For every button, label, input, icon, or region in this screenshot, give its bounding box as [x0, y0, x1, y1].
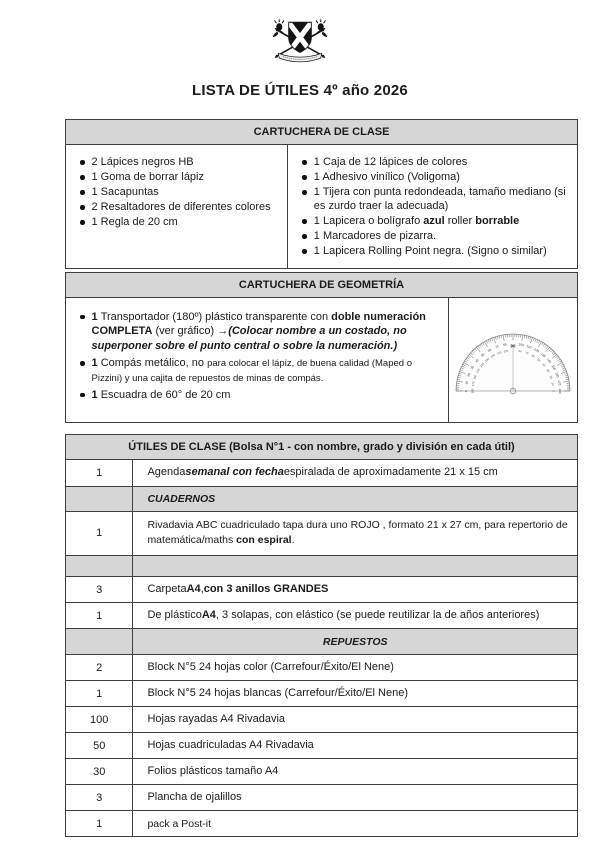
text-segment: Folios plásticos tamaño A4: [147, 765, 279, 778]
text-segment: Hojas cuadriculadas A4 Rivadavia: [147, 739, 314, 752]
text-segment: (ver gráfico) →: [152, 325, 229, 338]
svg-text:120: 120: [533, 346, 540, 353]
bullet-icon: [80, 205, 85, 210]
bullet-icon: [302, 175, 307, 180]
svg-text:180: 180: [470, 388, 475, 393]
text-segment: doble numeración COMPLETA: [91, 310, 426, 338]
description-cell: [133, 811, 577, 836]
quantity-cell: 2: [66, 655, 133, 680]
table-cartuchera-geometria: [65, 272, 578, 423]
svg-text:170: 170: [556, 379, 562, 386]
cartuchera-clase-body: [66, 145, 577, 268]
svg-text:140: 140: [545, 357, 553, 364]
list-item: [300, 155, 569, 169]
cartuchera-clase-right-column: [288, 145, 577, 268]
protractor-image: [452, 319, 574, 401]
text-segment: De plástico: [147, 609, 202, 622]
svg-text:70: 70: [494, 343, 500, 349]
list-item-text: [92, 388, 439, 403]
quantity-cell: 3: [66, 577, 133, 602]
list-item-text: [92, 185, 282, 199]
bullet-icon: [80, 393, 85, 398]
svg-text:80: 80: [518, 348, 523, 353]
text-segment: 1 Lapicera o bolígrafo: [313, 215, 424, 228]
svg-text:100: 100: [503, 348, 509, 354]
table-row: [66, 758, 577, 784]
text-segment: 1 Sacapuntas: [91, 186, 159, 199]
text-segment: A4: [201, 609, 216, 622]
list-item-text: [92, 170, 282, 184]
list-item: [300, 185, 569, 213]
description-cell: [133, 556, 577, 576]
list-item-text: [92, 200, 282, 214]
description-cell: [133, 487, 577, 511]
quantity-cell: 1: [66, 681, 133, 706]
table-cartuchera-clase: [65, 119, 578, 269]
svg-text:70: 70: [524, 350, 530, 355]
quantity-cell: [66, 556, 133, 576]
bullet-icon: [80, 315, 85, 320]
svg-text:120: 120: [489, 352, 496, 359]
svg-text:0: 0: [464, 389, 469, 392]
svg-text:30: 30: [469, 364, 476, 370]
list-item: [300, 229, 569, 243]
quantity-cell: [66, 629, 133, 654]
description-cell: [133, 603, 577, 628]
table-utiles-de-clase: [65, 434, 578, 838]
svg-text:10: 10: [464, 380, 470, 385]
text-segment: Carpeta: [147, 583, 187, 596]
list-item-text: [92, 155, 282, 169]
quantity-cell: 30: [66, 759, 133, 784]
svg-text:100: 100: [518, 341, 525, 347]
svg-text:50: 50: [480, 351, 486, 358]
text-segment: ,: [200, 583, 204, 596]
utiles-rows: [66, 460, 577, 837]
svg-text:40: 40: [541, 362, 547, 367]
quantity-cell: 3: [66, 785, 133, 810]
svg-text:20: 20: [466, 372, 472, 377]
svg-text:110: 110: [496, 349, 503, 356]
bullet-icon: [80, 160, 85, 165]
quantity-cell: 1: [66, 512, 133, 556]
bullet-icon: [80, 361, 85, 366]
text-segment: azul: [423, 215, 445, 228]
school-crest-logo: [267, 18, 333, 68]
text-segment: Escuadra de 60° de 20 cm: [100, 388, 231, 401]
svg-text:0: 0: [551, 389, 556, 392]
text-segment: para colocar el lápiz, de buena calidad (Maped o Pizzini) y una cajita de repuestos de minas de compás.: [91, 358, 412, 384]
text-segment: , 3 solapas, con elástico (se puede reutilizar la de años anteriores): [215, 609, 540, 622]
description-cell: [133, 577, 577, 602]
svg-text:10: 10: [550, 381, 556, 386]
text-segment: 1 Marcadores de pizarra.: [313, 230, 437, 243]
cartuchera-geometria-body: [66, 298, 577, 422]
list-item-text: [314, 229, 569, 243]
logo-container: [0, 0, 600, 73]
text-segment: 1: [91, 310, 101, 323]
list-item-text: [314, 155, 569, 169]
list-item: [300, 244, 569, 258]
text-segment: 1: [91, 357, 101, 370]
bullet-icon: [302, 190, 307, 195]
list-item: [78, 155, 281, 169]
svg-text:160: 160: [554, 371, 561, 378]
list-item-text: [314, 244, 569, 258]
table-row: [66, 460, 577, 486]
text-segment: (Colocar nombre a un costado, no superponer sobre el punto central o sobre la numeración.): [91, 325, 407, 353]
svg-text:80: 80: [502, 341, 508, 347]
bullet-icon: [302, 234, 307, 239]
list-item: [78, 185, 281, 199]
bullet-icon: [80, 175, 85, 180]
list-item: [300, 214, 569, 228]
section-header-cartuchera-clase: CARTUCHERA DE CLASE: [66, 120, 577, 145]
text-segment: con 3 anillos GRANDES: [203, 583, 329, 596]
quantity-cell: 100: [66, 707, 133, 732]
text-segment: Rivadavia ABC cuadriculado tapa dura uno ROJO , formato 21 x 27 cm, para repertorio de matemática/maths: [147, 518, 568, 547]
description-cell: [133, 733, 577, 758]
svg-text:150: 150: [550, 363, 557, 371]
text-segment: 1 Adhesivo vinílico (Voligoma): [313, 171, 460, 184]
geometry-items-list: [66, 298, 449, 422]
text-segment: borrable: [475, 215, 520, 228]
text-segment: Hojas rayadas A4 Rivadavia: [147, 713, 286, 726]
table-row: [66, 810, 577, 836]
section-label: CUADERNOS: [147, 492, 216, 505]
list-item-text: [92, 356, 439, 386]
list-item: [78, 310, 438, 355]
svg-text:40: 40: [474, 357, 480, 363]
text-segment: Block N°5 24 hojas color (Carrefour/Éxito/El Nene): [147, 661, 394, 674]
svg-text:50: 50: [536, 356, 542, 363]
quantity-cell: [66, 487, 133, 511]
text-segment: Plancha de ojalillos: [147, 791, 242, 804]
svg-text:30: 30: [545, 367, 551, 373]
list-item-text: [92, 310, 439, 355]
text-segment: Agenda: [147, 466, 186, 479]
list-item: [78, 356, 438, 386]
svg-text:90: 90: [510, 343, 516, 349]
svg-text:150: 150: [475, 367, 481, 374]
svg-text:60: 60: [531, 352, 536, 358]
list-item: [78, 388, 438, 403]
description-cell: [133, 759, 577, 784]
text-segment: 1 Regla de 20 cm: [91, 216, 178, 229]
table-row: [66, 511, 577, 556]
cartuchera-clase-left-column: [66, 145, 288, 268]
table-row: [66, 732, 577, 758]
quantity-cell: 50: [66, 733, 133, 758]
list-item-text: [314, 214, 569, 228]
description-cell: [133, 681, 577, 706]
text-segment: 1 Lapicera Rolling Point negra. (Signo o similar): [313, 245, 547, 258]
list-item: [78, 215, 281, 229]
table-row: [66, 784, 577, 810]
list-item: [300, 170, 569, 184]
description-cell: [133, 629, 577, 654]
bullet-icon: [302, 219, 307, 224]
section-header-cartuchera-geometria: CARTUCHERA DE GEOMETRÍA: [66, 273, 577, 298]
section-header-utiles-de-clase: ÚTILES DE CLASE (Bolsa N°1 - con nombre, grado y división en cada útil): [66, 435, 577, 460]
section-label: REPUESTOS: [322, 635, 388, 648]
description-cell: [133, 707, 577, 732]
text-segment: roller: [444, 215, 476, 228]
bullet-icon: [80, 220, 85, 225]
svg-text:130: 130: [540, 351, 547, 358]
document-body: [65, 119, 578, 837]
description-cell: [133, 785, 577, 810]
svg-text:60: 60: [487, 347, 493, 353]
table-row: [66, 555, 577, 576]
svg-text:110: 110: [526, 343, 533, 350]
list-item: [78, 170, 281, 184]
bullet-icon: [80, 190, 85, 195]
list-item-text: [314, 170, 569, 184]
text-segment: 1 Caja de 12 lápices de colores: [313, 156, 468, 168]
protractor-cell: [449, 298, 577, 422]
text-segment: 2 Lápices negros HB: [91, 156, 194, 168]
text-segment: Block N°5 24 hojas blancas (Carrefour/Éxito/El Nene): [147, 687, 409, 700]
list-item: [78, 200, 281, 214]
text-segment: 1 Goma de borrar lápiz: [91, 171, 204, 184]
text-segment: 1 Tijera con punta redondeada, tamaño mediano (si es zurdo traer la adecuada): [313, 186, 566, 213]
bullet-icon: [302, 160, 307, 165]
quantity-cell: 1: [66, 460, 133, 486]
svg-text:130: 130: [484, 356, 491, 363]
description-cell: [133, 460, 577, 486]
table-row: [66, 654, 577, 680]
page-title: LISTA DE ÚTILES 4º año 2026: [192, 82, 408, 99]
table-row: [66, 706, 577, 732]
text-segment: 1: [91, 388, 101, 401]
table-row: [66, 486, 577, 511]
text-segment: Compás metálico, no: [100, 357, 208, 370]
list-item-text: [314, 185, 569, 213]
text-segment: semanal con fecha: [185, 466, 284, 479]
description-cell: [133, 655, 577, 680]
text-segment: espiralada de aproximadamente 21 x 15 cm: [283, 466, 498, 479]
svg-text:170: 170: [470, 380, 476, 387]
description-cell: [133, 512, 577, 556]
svg-text:140: 140: [479, 361, 486, 368]
table-row: [66, 680, 577, 706]
text-segment: Transportador (180º) plástico transparente con: [100, 310, 332, 323]
svg-text:160: 160: [472, 373, 478, 380]
text-segment: A4: [186, 583, 201, 596]
text-segment: .: [291, 534, 295, 547]
svg-text:180: 180: [558, 387, 563, 394]
bullet-icon: [302, 249, 307, 254]
table-row: [66, 628, 577, 654]
quantity-cell: 1: [66, 603, 133, 628]
svg-text:20: 20: [548, 374, 554, 379]
text-segment: con espiral: [236, 534, 292, 547]
table-row: [66, 602, 577, 628]
text-segment: 2 Resaltadores de diferentes colores: [91, 201, 271, 214]
list-item-text: [92, 215, 282, 229]
table-row: [66, 576, 577, 602]
text-segment: pack a Post-it: [147, 817, 212, 830]
quantity-cell: 1: [66, 811, 133, 836]
